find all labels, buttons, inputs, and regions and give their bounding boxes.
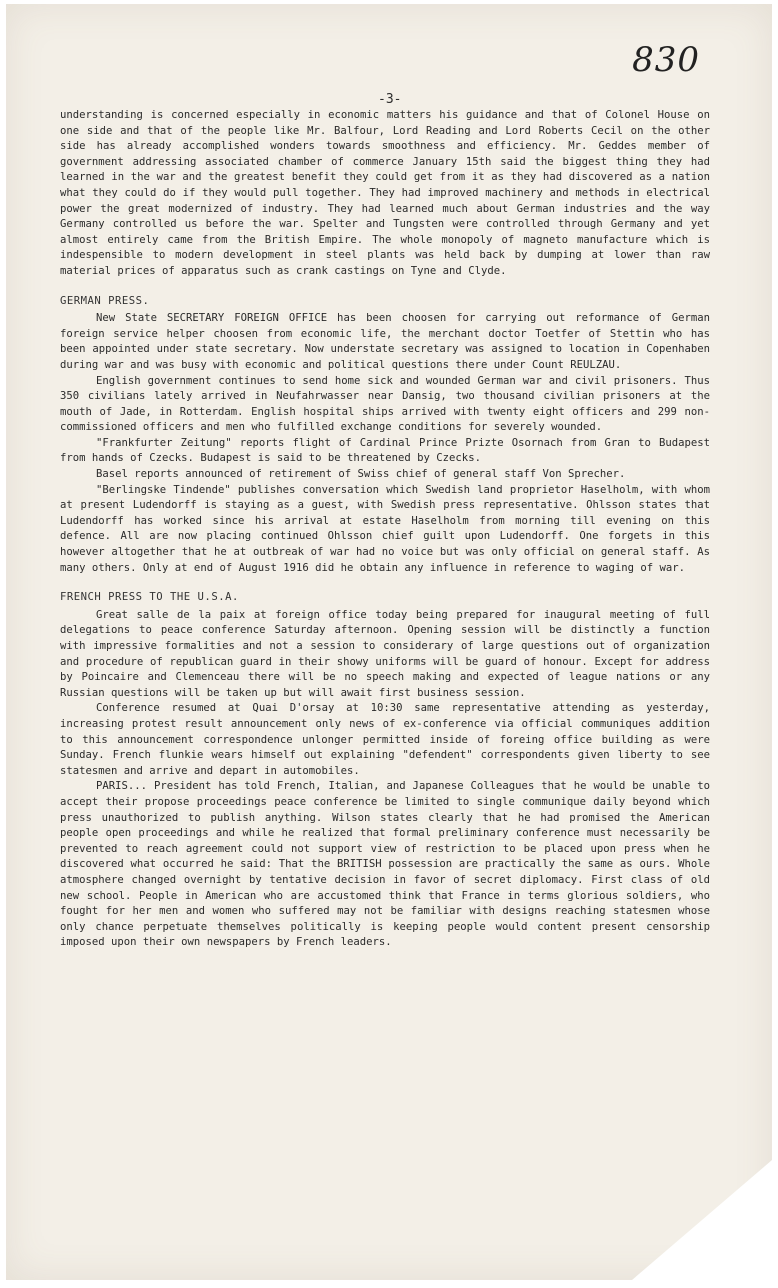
document-page [6,4,772,1280]
french-press-paragraph: Great salle de la paix at foreign office today being prepared for inaugural meeting of full delegations to peace conference Saturday afternoon. Opening session will be distinctly a function with impressive formalities and not a session to considerary of large questions out of organization and procedure of republican guard in their showy uniforms will be guard of honour. Except for address by Poincaire and Clemenceau there will be no speech making and expected of league nations or any Russian questions will be taken up but will await first business session. [60,608,710,699]
german-press-paragraph: "Berlingske Tindende" publishes conversation which Swedish land proprietor Haselholm, with whom at present Ludendorff is staying as a guest, with Swedish press representative. Ohlsson states that Ludendorff has worked since his arrival at estate Haselholm from morning till evening on this defence. All are now placing continued Ohlsson chief guilt upon Ludendorff. One forgets in this however altogether that he at outbreak of war had no voice but was only official on general staff. As many others. Only at end of August 1916 did he obtain any influence in reference to waging of war. [60,483,710,574]
german-press-paragraph: English government continues to send home sick and wounded German war and civil prisoners. Thus 350 civilians lately arrived in Neufahrwasser near Dansig, two thousand civilian prisoners at the mouth of Jade, in Rotterdam. English hospital ships arrived with twenty eight officers and 299 non-commissioned officers and men who fulfilled exchange conditions for severely wounded. [60,374,710,434]
german-press-paragraph: "Frankfurter Zeitung" reports flight of Cardinal Prince Prizte Osornach from Gran to Budapest from hands of Czecks. Budapest is said to be threatened by Czecks. [60,436,710,465]
handwritten-page-number: 830 [632,40,700,80]
german-press-paragraph: Basel reports announced of retirement of Swiss chief of general staff Von Sprecher. [96,468,626,481]
typed-page-number: -3- [378,92,402,107]
typed-body [60,108,710,951]
german-press-heading: GERMAN PRESS. [60,294,150,307]
french-press-paragraph: PARIS... President has told French, Italian, and Japanese Colleagues that he would be unable to accept their propose proceedings peace conference be limited to single communique daily beyond which press unauthorized to publish anything. Wilson states clearly that he had promised the American people open proceedings and while he realized that formal preliminary conference must necessarily be prevented to reach agreement could not support view of restriction to be placed upon press when he discovered what occurred he said: That the BRITISH possession are practically the same as ours. Whole atmosphere changed overnight by tentative decision in favor of secret diplomacy. First class of old new school. People in American who are accustomed think that France in terms glorious soldiers, who fought for her men and women who suffered may not be familiar with designs reaching statesmen whose only chance perpetuate themselves politically is keeping people would content present censorship imposed upon their own newspapers by French leaders. [60,780,710,949]
french-press-heading: FRENCH PRESS TO THE U.S.A. [60,591,239,604]
german-press-paragraph: New State SECRETARY FOREIGN OFFICE has been choosen for carrying out reformance of German foreign service helper choosen from economic life, the merchant doctor Toetfer of Stettin who has been appointed under state secretary. Now understate secretary was assigned to location in Copenhaben during war and was busy with economic and political questions there under Count REULZAU. [60,312,710,371]
french-press-paragraph: Conference resumed at Quai D'orsay at 10:30 same representative attending as yesterday, increasing protest result announcement only news of ex-conference via official communiques addition to this announcement correspondence unlonger permitted inside of foreing office building as were Sunday. French flunkie wears himself out explaining "defendent" correspondents given liberty to see statesmen and arrive and depart in automobiles. [60,702,710,777]
folded-corner [632,1160,772,1280]
opening-paragraph: understanding is concerned especially in economic matters his guidance and that of Colonel House on one side and that of the people like Mr. Balfour, Lord Reading and Lord Roberts Cecil on the other side has already accomplished wonders towards smoothness and efficiency. Mr. Geddes member of government addressing associated chamber of commerce January 15th said the biggest thing they had learned in the war and the greatest benefit they could get from it as they had discovered as a nation what they could do if they would pull together. They had improved machinery and methods in electrical power the great modernized of industry. They had learned much about German industries and the way Germany controlled us before the war. Spelter and Tungsten were controlled through Germany and yet almost entirely came from the British Empire. The whole monopoly of magneto manufacture which is indespensible to modern development in steel plants was held back by dumping at lower than raw material prices of apparatus such as crank castings on Tyne and Clyde. [60,109,710,277]
